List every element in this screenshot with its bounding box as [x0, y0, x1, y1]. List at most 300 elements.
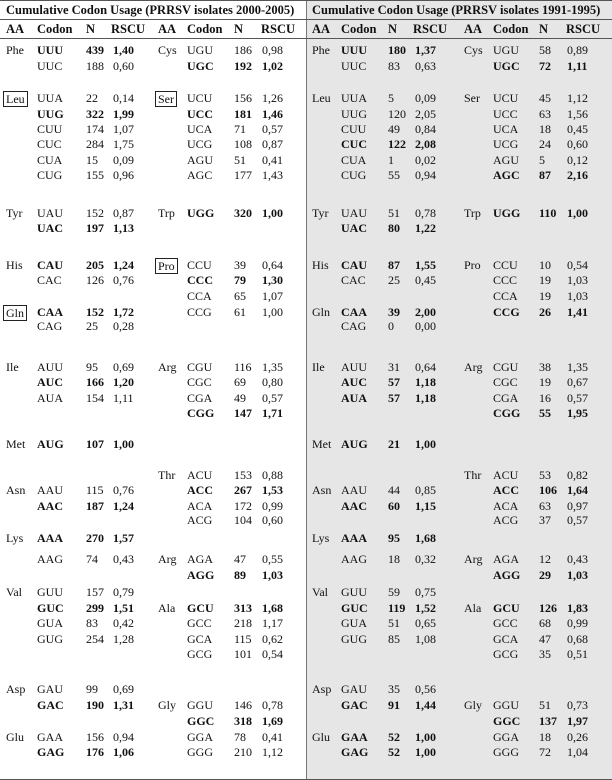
cell-rscu: 1,17 [262, 616, 283, 630]
cell-n: 19 [539, 273, 551, 287]
cell-aa: Gln [3, 305, 27, 321]
cell-codon: GCA [493, 632, 519, 646]
cell-n: 156 [234, 91, 252, 105]
cell-rscu: 1,56 [567, 107, 588, 121]
cell-codon: CUU [37, 122, 63, 136]
cell-n: 318 [234, 714, 252, 728]
cell-n: 39 [234, 258, 246, 272]
cell-n: 5 [388, 91, 394, 105]
cell-n: 439 [86, 43, 104, 57]
cell-codon: AAU [341, 483, 367, 497]
cell-n: 55 [539, 406, 551, 420]
header-n: N [539, 22, 549, 36]
cell-n: 51 [388, 616, 400, 630]
cell-rscu: 0,12 [567, 153, 588, 167]
header-n: N [234, 22, 244, 36]
cell-codon: CGU [493, 360, 519, 374]
cell-n: 21 [388, 437, 400, 451]
header-rscu: RSCU [111, 22, 146, 36]
cell-rscu: 1,15 [415, 499, 436, 513]
cell-n: 126 [86, 273, 104, 287]
cell-rscu: 0,54 [262, 647, 283, 661]
cell-n: 74 [86, 552, 98, 566]
cell-rscu: 1,00 [415, 745, 436, 759]
cell-aa: Cys [464, 43, 483, 57]
cell-rscu: 0,64 [262, 258, 283, 272]
cell-codon: CCC [187, 273, 213, 287]
cell-n: 115 [86, 483, 104, 497]
cell-rscu: 0,99 [262, 499, 283, 513]
cell-codon: UUU [37, 43, 63, 57]
cell-codon: UUG [37, 107, 64, 121]
cell-codon: GGG [187, 745, 213, 759]
cell-codon: UGG [187, 206, 215, 220]
cell-rscu: 0,76 [113, 483, 134, 497]
cell-aa: Pro [464, 258, 481, 272]
cell-n: 80 [388, 221, 400, 235]
cell-codon: UUA [37, 91, 63, 105]
cell-aa: Lys [6, 531, 24, 545]
cell-rscu: 0,69 [113, 682, 134, 696]
cell-n: 85 [388, 632, 400, 646]
cell-n: 322 [86, 107, 104, 121]
cell-n: 39 [388, 305, 400, 319]
cell-codon: CAA [341, 305, 367, 319]
cell-aa: Trp [464, 206, 481, 220]
cell-rscu: 1,18 [415, 391, 436, 405]
cell-rscu: 1,40 [113, 43, 134, 57]
cell-n: 210 [234, 745, 252, 759]
cell-rscu: 0,89 [567, 43, 588, 57]
cell-codon: GCU [493, 601, 520, 615]
cell-n: 104 [234, 513, 252, 527]
cell-codon: UAC [341, 221, 367, 235]
cell-codon: GGC [187, 714, 215, 728]
cell-rscu: 1,64 [567, 483, 588, 497]
cell-rscu: 0,56 [415, 682, 436, 696]
cell-n: 83 [86, 616, 98, 630]
cell-rscu: 1,53 [262, 483, 283, 497]
cell-n: 44 [388, 483, 400, 497]
cell-rscu: 1,30 [262, 273, 283, 287]
cell-codon: AGC [493, 168, 520, 182]
header-codon: Codon [493, 22, 529, 36]
cell-rscu: 0,57 [567, 513, 588, 527]
header-codon: Codon [187, 22, 223, 36]
cell-aa: Leu [312, 91, 331, 105]
cell-codon: UUU [341, 43, 367, 57]
cell-codon: UCC [187, 107, 213, 121]
cell-rscu: 1,51 [113, 601, 134, 615]
cell-codon: UUC [341, 59, 367, 73]
cell-rscu: 0,64 [415, 360, 436, 374]
cell-n: 187 [86, 499, 104, 513]
cell-n: 254 [86, 632, 104, 646]
cell-rscu: 0,57 [567, 391, 588, 405]
cell-n: 12 [539, 552, 551, 566]
cell-rscu: 1,28 [113, 632, 134, 646]
cell-rscu: 1,68 [262, 601, 283, 615]
cell-n: 37 [539, 513, 551, 527]
cell-n: 18 [388, 552, 400, 566]
cell-codon: CUG [341, 168, 367, 182]
cell-n: 181 [234, 107, 252, 121]
cell-codon: AUU [341, 360, 367, 374]
cell-rscu: 1,41 [567, 305, 588, 319]
cell-rscu: 0,45 [415, 273, 436, 287]
cell-aa: Tyr [312, 206, 329, 220]
cell-n: 55 [388, 168, 400, 182]
cell-codon: CAG [341, 319, 367, 333]
cell-n: 1 [388, 153, 394, 167]
cell-codon: CAU [37, 258, 63, 272]
cell-codon: AGU [493, 153, 519, 167]
cell-codon: ACU [187, 468, 213, 482]
cell-rscu: 1,07 [262, 289, 283, 303]
cell-rscu: 1,02 [262, 59, 283, 73]
cell-rscu: 0,76 [113, 273, 134, 287]
header-n: N [86, 22, 96, 36]
cell-codon: GUU [37, 585, 63, 599]
cell-codon: CCU [493, 258, 518, 272]
cell-codon: CUC [341, 137, 367, 151]
cell-rscu: 1,12 [262, 745, 283, 759]
cell-n: 176 [86, 745, 104, 759]
cell-codon: CGU [187, 360, 213, 374]
cell-rscu: 1,08 [415, 632, 436, 646]
cell-rscu: 0,78 [415, 206, 436, 220]
cell-codon: CAC [37, 273, 62, 287]
cell-rscu: 0,65 [415, 616, 436, 630]
cell-aa: Ser [464, 91, 480, 105]
cell-rscu: 0,99 [567, 616, 588, 630]
cell-codon: ACC [187, 483, 213, 497]
cell-rscu: 0,63 [415, 59, 436, 73]
cell-rscu: 0,84 [415, 122, 436, 136]
cell-aa: Pro [155, 258, 178, 274]
cell-rscu: 0,73 [567, 698, 588, 712]
cell-rscu: 0,67 [567, 375, 588, 389]
cell-n: 146 [234, 698, 252, 712]
top-rule [0, 0, 612, 1]
cell-rscu: 1,13 [113, 221, 134, 235]
cell-rscu: 0,54 [567, 258, 588, 272]
cell-rscu: 1,72 [113, 305, 134, 319]
cell-rscu: 1,11 [113, 391, 134, 405]
cell-n: 49 [234, 391, 246, 405]
cell-codon: UGG [493, 206, 521, 220]
cell-rscu: 2,08 [415, 137, 436, 151]
cell-n: 0 [388, 319, 394, 333]
cell-n: 65 [234, 289, 246, 303]
cell-n: 190 [86, 698, 104, 712]
cell-codon: GAG [341, 745, 369, 759]
cell-rscu: 0,02 [415, 153, 436, 167]
cell-aa: Val [6, 585, 22, 599]
cell-rscu: 1,99 [113, 107, 134, 121]
cell-n: 99 [86, 682, 98, 696]
header-codon: Codon [341, 22, 377, 36]
cell-codon: AAG [37, 552, 63, 566]
cell-rscu: 1,18 [415, 375, 436, 389]
cell-codon: CGG [493, 406, 521, 420]
cell-n: 72 [539, 59, 551, 73]
cell-codon: GAA [341, 730, 368, 744]
cell-codon: AUA [37, 391, 63, 405]
cell-codon: AUC [37, 375, 63, 389]
cell-rscu: 1,12 [567, 91, 588, 105]
cell-aa: Asp [6, 682, 26, 696]
cell-rscu: 1,04 [567, 745, 588, 759]
cell-n: 205 [86, 258, 104, 272]
cell-codon: GCC [493, 616, 518, 630]
cell-rscu: 0,87 [262, 137, 283, 151]
cell-n: 108 [234, 137, 252, 151]
cell-codon: UUA [341, 91, 367, 105]
cell-codon: AGA [493, 552, 519, 566]
cell-codon: ACG [187, 513, 213, 527]
cell-aa: Glu [312, 730, 330, 744]
cell-rscu: 0,60 [113, 59, 134, 73]
cell-n: 68 [539, 616, 551, 630]
cell-n: 119 [388, 601, 406, 615]
cell-n: 57 [388, 375, 400, 389]
cell-codon: AAU [37, 483, 63, 497]
cell-codon: AGC [187, 168, 213, 182]
cell-rscu: 0,09 [113, 153, 134, 167]
cell-n: 22 [86, 91, 98, 105]
cell-n: 110 [539, 206, 557, 220]
cell-rscu: 0,94 [113, 730, 134, 744]
cell-n: 19 [539, 375, 551, 389]
cell-aa: Tyr [6, 206, 23, 220]
cell-codon: CAA [37, 305, 63, 319]
cell-codon: GAA [37, 730, 63, 744]
cell-n: 101 [234, 647, 252, 661]
cell-rscu: 0,78 [262, 698, 283, 712]
cell-rscu: 0,97 [567, 499, 588, 513]
cell-rscu: 1,11 [567, 59, 588, 73]
cell-codon: GGU [493, 698, 519, 712]
cell-n: 38 [539, 360, 551, 374]
cell-codon: GAG [37, 745, 65, 759]
cell-aa: His [312, 258, 329, 272]
cell-n: 51 [539, 698, 551, 712]
cell-codon: CUG [37, 168, 63, 182]
cell-codon: GUC [37, 601, 64, 615]
cell-n: 186 [234, 43, 252, 57]
cell-codon: CGC [187, 375, 212, 389]
cell-n: 106 [539, 483, 557, 497]
cell-rscu: 0,96 [113, 168, 134, 182]
table-title-left: Cumulative Codon Usage (PRRSV isolates 2000-2005) [6, 3, 295, 17]
cell-codon: AAA [341, 531, 367, 545]
cell-rscu: 0,80 [262, 375, 283, 389]
cell-codon: ACU [493, 468, 519, 482]
cell-rscu: 0,14 [113, 91, 134, 105]
cell-codon: AUG [37, 437, 64, 451]
cell-n: 49 [388, 122, 400, 136]
cell-aa: Glu [6, 730, 24, 744]
cell-codon: GAU [341, 682, 367, 696]
cell-rscu: 1,00 [567, 206, 588, 220]
cell-codon: UUG [341, 107, 367, 121]
cell-rscu: 1,03 [262, 568, 283, 582]
cell-codon: CGA [493, 391, 519, 405]
cell-codon: CCG [493, 305, 520, 319]
cell-n: 63 [539, 107, 551, 121]
header-codon: Codon [37, 22, 73, 36]
cell-rscu: 1,24 [113, 499, 134, 513]
cell-rscu: 1,35 [567, 360, 588, 374]
cell-n: 71 [234, 122, 246, 136]
cell-aa: Thr [158, 468, 176, 482]
cell-n: 172 [234, 499, 252, 513]
cell-codon: AGA [187, 552, 213, 566]
cell-rscu: 1,26 [262, 91, 283, 105]
cell-n: 152 [86, 305, 104, 319]
cell-codon: UCC [493, 107, 518, 121]
cell-codon: AGG [493, 568, 521, 582]
cell-rscu: 1,03 [567, 273, 588, 287]
header-rscu: RSCU [566, 22, 601, 36]
header-aa: AA [158, 22, 177, 36]
cell-n: 192 [234, 59, 252, 73]
cell-rscu: 0,94 [415, 168, 436, 182]
cell-codon: GGG [493, 745, 519, 759]
cell-n: 188 [86, 59, 104, 73]
header-aa: AA [464, 22, 483, 36]
cell-codon: CUU [341, 122, 367, 136]
cell-rscu: 1,35 [262, 360, 283, 374]
cell-rscu: 0,68 [567, 632, 588, 646]
cell-rscu: 1,95 [567, 406, 588, 420]
cell-rscu: 1,24 [113, 258, 134, 272]
cell-n: 137 [539, 714, 557, 728]
cell-codon: ACG [493, 513, 519, 527]
cell-codon: AAA [37, 531, 63, 545]
cell-rscu: 1,37 [415, 43, 436, 57]
cell-n: 115 [234, 632, 252, 646]
title-rule [0, 19, 612, 20]
cell-codon: UGC [187, 59, 214, 73]
cell-codon: CCU [187, 258, 212, 272]
cell-rscu: 0,60 [567, 137, 588, 151]
table-title-right: Cumulative Codon Usage (PRRSV isolates 1991-1995) [312, 3, 601, 17]
cell-codon: CUC [37, 137, 62, 151]
cell-codon: GCC [187, 616, 212, 630]
cell-n: 320 [234, 206, 252, 220]
cell-aa: Cys [158, 43, 177, 57]
cell-codon: UCG [187, 137, 213, 151]
cell-aa: Arg [464, 360, 483, 374]
cell-rscu: 1,97 [567, 714, 588, 728]
cell-aa: Ile [312, 360, 325, 374]
cell-rscu: 0,28 [113, 319, 134, 333]
cell-rscu: 1,75 [113, 137, 134, 151]
cell-n: 166 [86, 375, 104, 389]
cell-codon: GUA [341, 616, 367, 630]
cell-aa: Lys [312, 531, 330, 545]
cell-codon: GUA [37, 616, 63, 630]
cell-rscu: 1,22 [415, 221, 436, 235]
cell-codon: UCA [493, 122, 519, 136]
cell-n: 53 [539, 468, 551, 482]
cell-n: 95 [388, 531, 400, 545]
cell-aa: Gln [312, 305, 330, 319]
cell-rscu: 1,07 [113, 122, 134, 136]
cell-codon: AUU [37, 360, 63, 374]
cell-codon: UGU [187, 43, 213, 57]
cell-rscu: 1,00 [262, 305, 283, 319]
cell-rscu: 0,26 [567, 730, 588, 744]
cell-codon: CAU [341, 258, 367, 272]
cell-rscu: 1,68 [415, 531, 436, 545]
cell-rscu: 0,85 [415, 483, 436, 497]
cell-n: 26 [539, 305, 551, 319]
cell-codon: GGC [493, 714, 521, 728]
cell-n: 197 [86, 221, 104, 235]
cell-codon: UCG [493, 137, 519, 151]
cell-rscu: 0,60 [262, 513, 283, 527]
cell-n: 51 [388, 206, 400, 220]
cell-codon: GAC [341, 698, 368, 712]
cell-rscu: 0,79 [113, 585, 134, 599]
cell-aa: Met [6, 437, 26, 451]
cell-codon: AUC [341, 375, 367, 389]
cell-n: 267 [234, 483, 252, 497]
header-aa: AA [312, 22, 331, 36]
cell-rscu: 1,57 [113, 531, 134, 545]
cell-aa: Gly [464, 698, 482, 712]
cell-codon: AAC [37, 499, 63, 513]
cell-codon: GUC [341, 601, 368, 615]
cell-n: 24 [539, 137, 551, 151]
cell-rscu: 0,57 [262, 122, 283, 136]
cell-codon: ACA [493, 499, 519, 513]
cell-n: 47 [539, 632, 551, 646]
cell-codon: CGA [187, 391, 213, 405]
cell-n: 313 [234, 601, 252, 615]
cell-n: 126 [539, 601, 557, 615]
header-rscu: RSCU [413, 22, 448, 36]
cell-n: 156 [86, 730, 104, 744]
cell-codon: AUA [341, 391, 367, 405]
header-rule [0, 38, 612, 39]
cell-codon: GCG [493, 647, 519, 661]
cell-n: 79 [234, 273, 246, 287]
panel-divider [306, 0, 307, 780]
cell-n: 25 [388, 273, 400, 287]
cell-codon: UCU [493, 91, 519, 105]
cell-n: 31 [388, 360, 400, 374]
cell-rscu: 0,69 [113, 360, 134, 374]
cell-codon: CCC [493, 273, 518, 287]
cell-rscu: 1,00 [262, 206, 283, 220]
cell-codon: CCG [187, 305, 212, 319]
cell-rscu: 1,52 [415, 601, 436, 615]
cell-rscu: 0,32 [415, 552, 436, 566]
cell-n: 52 [388, 730, 400, 744]
cell-n: 5 [539, 153, 545, 167]
cell-n: 107 [86, 437, 104, 451]
cell-rscu: 1,46 [262, 107, 283, 121]
cell-rscu: 0,75 [415, 585, 436, 599]
cell-n: 177 [234, 168, 252, 182]
cell-rscu: 1,00 [415, 437, 436, 451]
cell-rscu: 0,62 [262, 632, 283, 646]
cell-n: 18 [539, 730, 551, 744]
